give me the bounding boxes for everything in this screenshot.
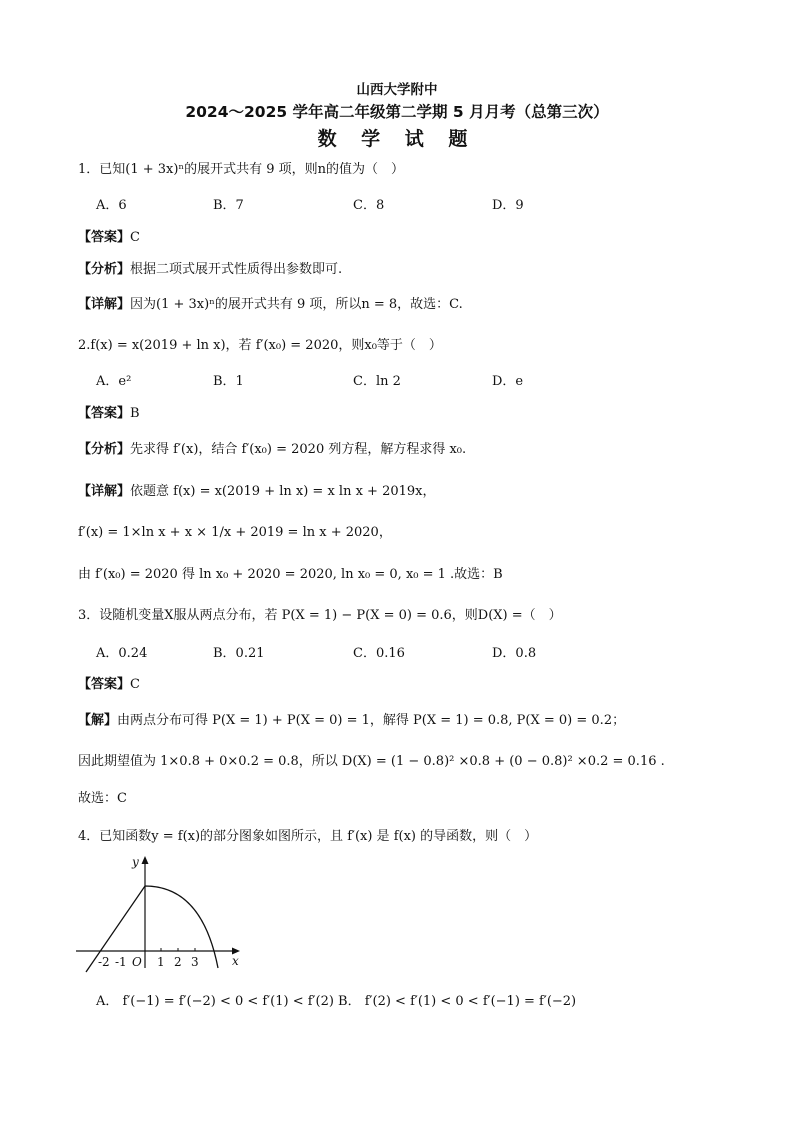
school-name: 山西大学附中 (356, 82, 438, 98)
q3-option-b: B．0.21 (213, 646, 265, 661)
analysis-tag: 【分析】 (78, 262, 131, 277)
q3-option-d: D．0.8 (492, 646, 537, 661)
q2-option-c: C．ln 2 (353, 374, 401, 389)
q2-option-d: D．e (492, 374, 524, 389)
q3-stem: 3．设随机变量X服从两点分布，若 P(X = 1) − P(X = 0) = 0.6，则D(X) =（ ） (78, 608, 562, 623)
q4-stem: 4．已知函数y = f(x)的部分图象如图所示，且 f′(x) 是 f(x) 的导函数，则（ ） (78, 829, 538, 844)
q1-detail (78, 296, 463, 314)
q2-derivative-line: f′(x) = 1×ln x + x × 1/x + 2019 = ln x + 2020， (78, 525, 392, 540)
detail-tag: 【详解】 (78, 297, 131, 312)
tick-label: 3 (191, 955, 199, 969)
analysis-text: 先求得 f′(x)，结合 f′(x₀) = 2020 列方程，解方程求得 x₀. (130, 442, 467, 457)
tick-label: -1 (115, 955, 127, 969)
y-axis-label: y (132, 855, 139, 869)
q2-option-a: A．e² (96, 374, 132, 389)
subject-title: 数 学 试 题 (317, 128, 477, 150)
detail-tag: 【详解】 (78, 484, 131, 499)
origin-label: O (132, 955, 142, 969)
detail-text: 因为(1 + 3x)ⁿ的展开式共有 9 项，所以n = 8，故选：C. (130, 297, 463, 312)
q1-option-b: B．7 (213, 198, 244, 213)
q1-option-c: C．8 (353, 198, 385, 213)
answer-value: C (130, 677, 140, 692)
q3-variance-line: 因此期望值为 1×0.8 + 0×0.2 = 0.8，所以 D(X) = (1 − 0.8)² ×0.8 + (0 − 0.8)² ×0.2 = 0.16 . (78, 754, 665, 769)
solution-tag: 【解】 (78, 713, 118, 728)
answer-tag: 【答案】 (78, 230, 131, 245)
q3-answer (78, 676, 140, 694)
analysis-text: 根据二项式展开式性质得出参数即可. (130, 262, 343, 277)
q1-analysis (78, 261, 342, 279)
answer-value: B (130, 406, 140, 421)
answer-tag: 【答案】 (78, 406, 131, 421)
q4-options-ab: A． f′(−1) = f′(−2) < 0 < f′(1) < f′(2) B． f′(2) < f′(1) < 0 < f′(−1) = f′(−2) (96, 994, 577, 1009)
analysis-tag: 【分析】 (78, 442, 131, 457)
q4-function-graph (72, 850, 252, 975)
exam-title: 2024～2025 学年高二年级第二学期 5 月月考（总第三次） (185, 103, 609, 121)
q1-stem: 1．已知(1 + 3x)ⁿ的展开式共有 9 项，则n的值为（ ） (78, 162, 404, 177)
q2-detail (78, 483, 436, 501)
tick-label: 1 (157, 955, 165, 969)
answer-tag: 【答案】 (78, 677, 131, 692)
q3-option-c: C．0.16 (353, 646, 405, 661)
tick-label: 2 (174, 955, 182, 969)
q1-answer (78, 229, 140, 247)
q1-option-a: A．6 (96, 198, 127, 213)
y-axis-arrow (142, 856, 149, 864)
x-axis-label: x (232, 954, 239, 968)
q2-conclusion-line: 由 f′(x₀) = 2020 得 ln x₀ + 2020 = 2020, ln x₀ = 0, x₀ = 1 .故选：B (78, 567, 503, 582)
q2-option-b: B．1 (213, 374, 244, 389)
answer-value: C (130, 230, 140, 245)
q2-analysis (78, 441, 466, 459)
q2-stem: 2.f(x) = x(2019 + ln x)，若 f′(x₀) = 2020，则x₀等于（ ） (78, 338, 442, 353)
q1-option-d: D．9 (492, 198, 524, 213)
q2-answer (78, 405, 140, 423)
q3-conclusion-line: 故选：C (78, 791, 127, 806)
q3-solution (78, 712, 625, 730)
solution-text: 由两点分布可得 P(X = 1) + P(X = 0) = 1，解得 P(X = 1) = 0.8, P(X = 0) = 0.2； (117, 713, 626, 728)
q3-option-a: A．0.24 (96, 646, 148, 661)
detail-text: 依题意 f(x) = x(2019 + ln x) = x ln x + 2019x， (130, 484, 436, 499)
tick-label: -2 (98, 955, 110, 969)
